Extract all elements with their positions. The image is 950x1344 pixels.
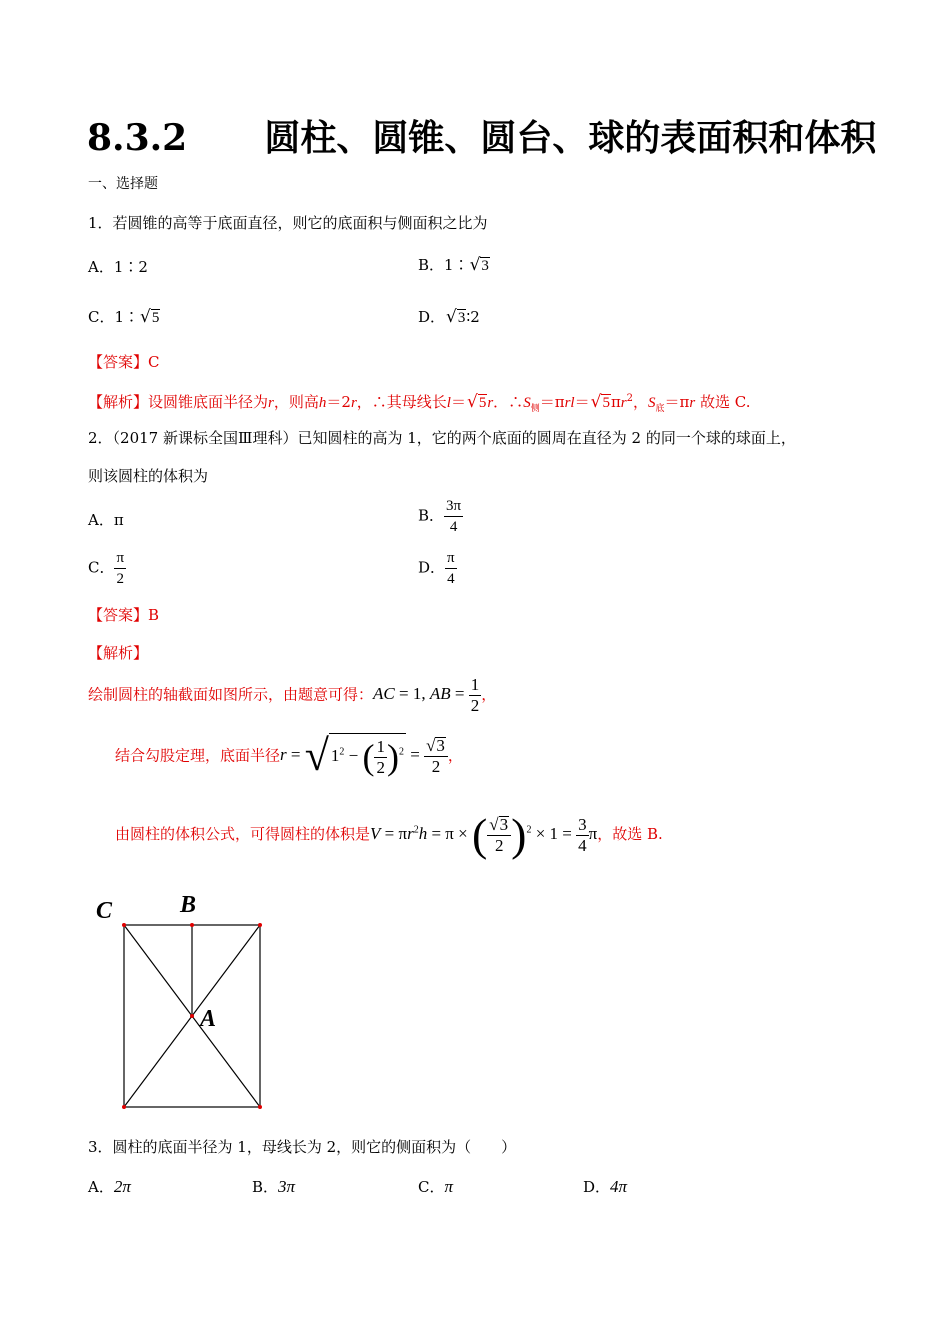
q2-analysis-line3: 由圆柱的体积公式，可得圆柱的体积是$V = \pi r^2h = \pi$ × ( $\frac{√3}{2}$ )$^2$ × 1 = $\frac{3}{4}$ π，故选 B. <box>115 809 663 860</box>
q2-analysis-line2: 结合勾股定理，底面半径r = √ $1^2$ − ( $\frac{1}{2}$ )$^2$ = $\frac{√3}{2}$ ， <box>115 731 463 781</box>
point-b <box>190 923 194 927</box>
point-bottom-left <box>122 1105 126 1109</box>
q2-option-c: C． $\frac{\pi}{2}$ <box>88 550 125 587</box>
label-a: A <box>200 1006 217 1032</box>
section-heading: 一、选择题 <box>88 176 158 192</box>
title-text: 圆柱、圆锥、圆台、球的表面积和体积 <box>264 117 877 159</box>
q2-option-b: B． $\frac{3\pi}{4}$ <box>418 498 462 535</box>
q3-stem: 3．圆柱的底面半径为 1，母线长为 2，则它的侧面积为（ ） <box>88 1138 517 1156</box>
q1-option-d: D．√3∶2 <box>418 307 480 327</box>
q2-stem-line2: 则该圆柱的体积为 <box>88 467 209 485</box>
q1-analysis: 【解析】设圆锥底面半径为r，则高h＝2r，∴其母线长l＝√5r．$\therefore S_侧=\pi rl=√5\pi r^2$，$S_底=\pi r$ 故选 C. <box>88 392 751 414</box>
page-title <box>87 116 876 160</box>
q1-stem: 1．若圆锥的高等于底面直径，则它的底面积与侧面积之比为 <box>88 214 488 232</box>
title-number: 8.3.2 <box>87 117 188 159</box>
q1-option-a: A．1∶2 <box>88 258 148 276</box>
q2-analysis-tag: 【解析】 <box>88 644 149 662</box>
point-top-right <box>258 923 262 927</box>
q3-option-d: D．4π <box>583 1177 628 1196</box>
q2-answer: 【答案】B <box>88 606 160 624</box>
q2-stem-line1: 2．（2017 新课标全国Ⅲ理科）已知圆柱的高为 1，它的两个底面的圆周在直径为 2 的同一个球的球面上， <box>88 429 796 447</box>
q1-answer: 【答案】C <box>88 353 160 371</box>
point-bottom-right <box>258 1105 262 1109</box>
q3-option-c: C．π <box>418 1177 454 1196</box>
point-c <box>122 923 126 927</box>
q1-option-c: C．1∶√5 <box>88 307 160 327</box>
q1-option-b: B．1∶√3 <box>418 255 489 275</box>
q3-option-b: B．3π <box>252 1177 296 1196</box>
cylinder-cross-section-figure <box>88 888 278 1118</box>
label-b: B <box>180 892 197 918</box>
label-c: C <box>96 898 113 924</box>
q2-option-a: A．π <box>88 511 124 529</box>
q2-analysis-line1: 绘制圆柱的轴截面如图所示，由题意可得：AC = 1, AB = $\frac{1}{2}$ ， <box>88 675 497 715</box>
point-a <box>190 1014 194 1018</box>
q2-option-d: D． $\frac{\pi}{4}$ <box>418 550 455 587</box>
q3-option-a: A．2π <box>88 1177 131 1196</box>
